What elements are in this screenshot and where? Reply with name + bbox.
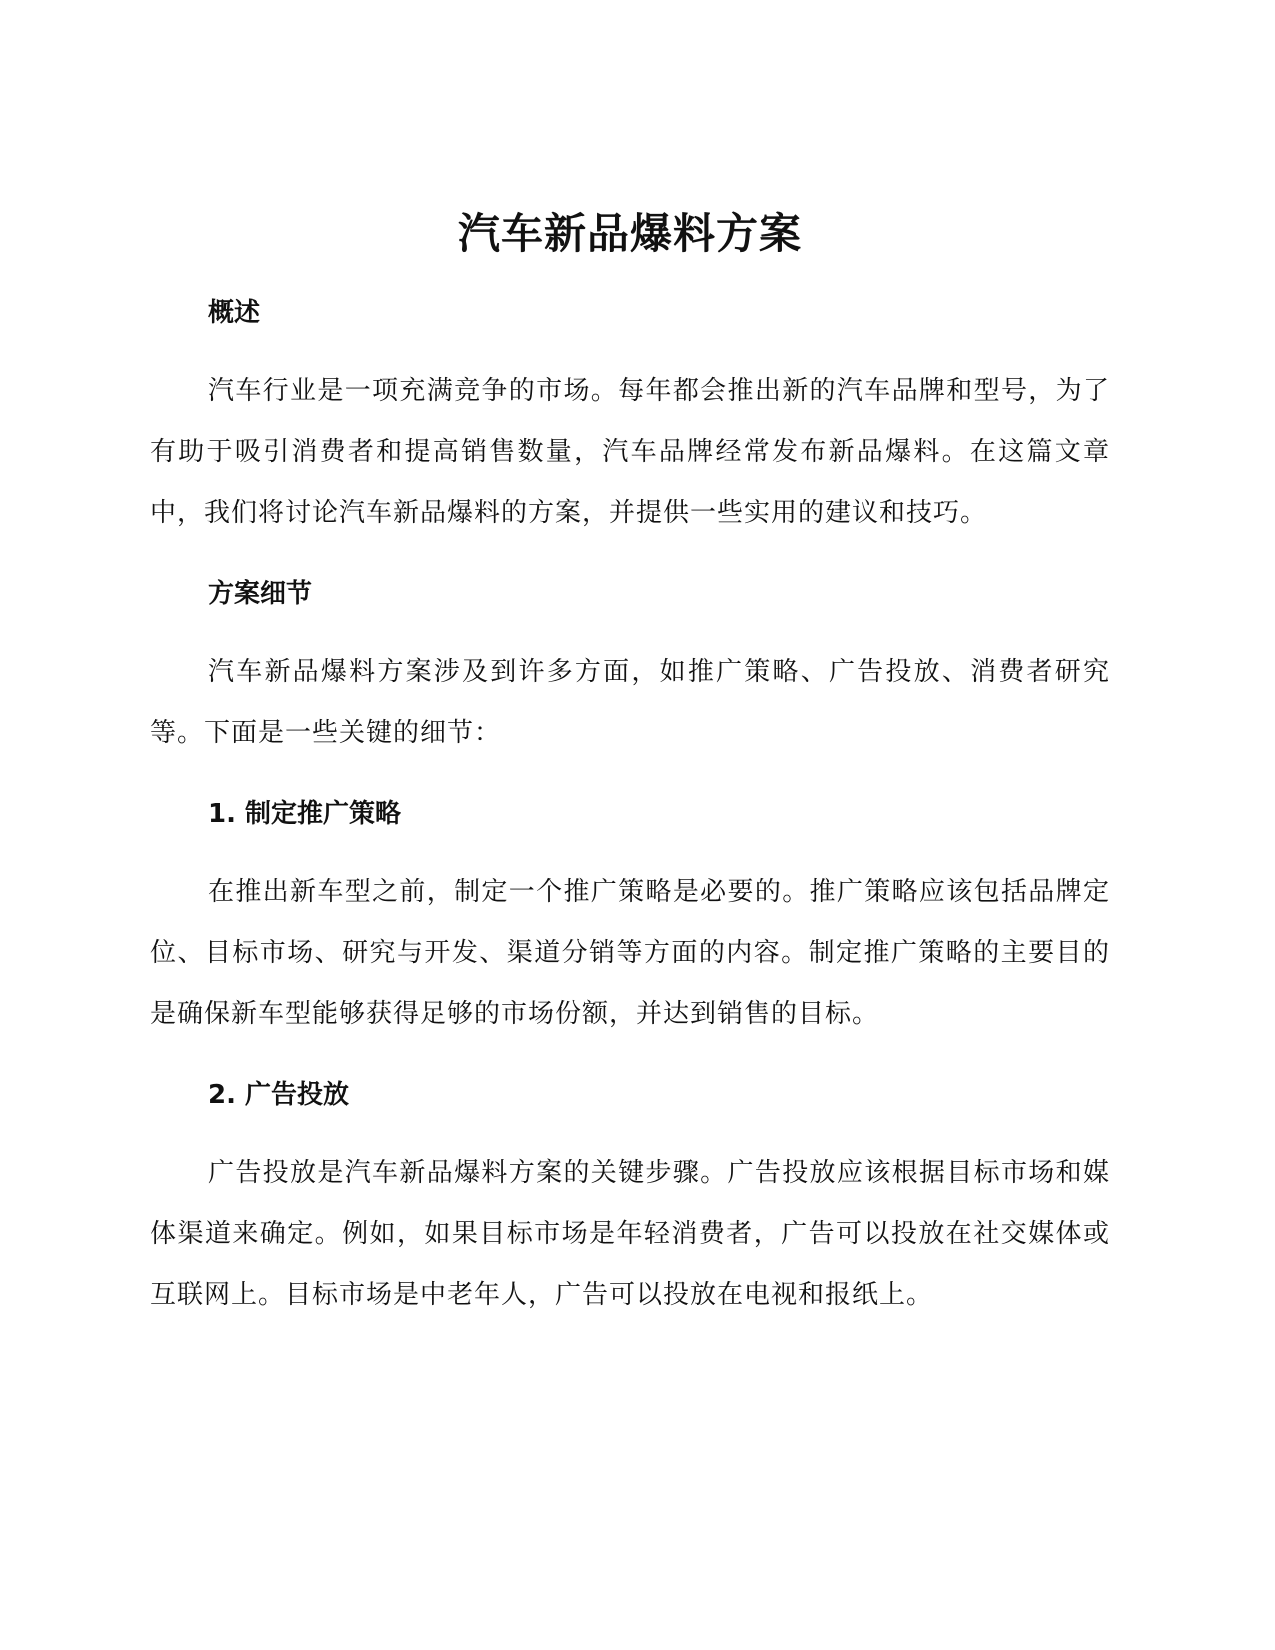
section-heading-promotion-strategy: 1. 制定推广策略	[208, 799, 402, 829]
section-heading-overview: 概述	[208, 298, 261, 328]
paragraph-overview: 汽车行业是一项充满竞争的市场。每年都会推出新的汽车品牌和型号，为了有助于吸引消费者和提高销售数量，汽车品牌经常发布新品爆料。在这篇文章中，我们将讨论汽车新品爆料的方案，并提供一些实用的建议和技巧。	[150, 376, 1110, 528]
paragraph-plan-details: 汽车新品爆料方案涉及到许多方面，如推广策略、广告投放、消费者研究等。下面是一些关键的细节：	[150, 657, 1110, 748]
section-heading-plan-details: 方案细节	[208, 579, 313, 609]
paragraph-advertising: 广告投放是汽车新品爆料方案的关键步骤。广告投放应该根据目标市场和媒体渠道来确定。例如，如果目标市场是年轻消费者，广告可以投放在社交媒体或互联网上。目标市场是中老年人，广告可以投放在电视和报纸上。	[150, 1158, 1110, 1310]
paragraph-promotion-strategy: 在推出新车型之前，制定一个推广策略是必要的。推广策略应该包括品牌定位、目标市场、研究与开发、渠道分销等方面的内容。制定推广策略的主要目的是确保新车型能够获得足够的市场份额，并达到销售的目标。	[150, 877, 1110, 1029]
document-title: 汽车新品爆料方案	[457, 209, 802, 258]
section-heading-advertising: 2. 广告投放	[208, 1080, 350, 1110]
document-content	[150, 205, 1110, 1356]
